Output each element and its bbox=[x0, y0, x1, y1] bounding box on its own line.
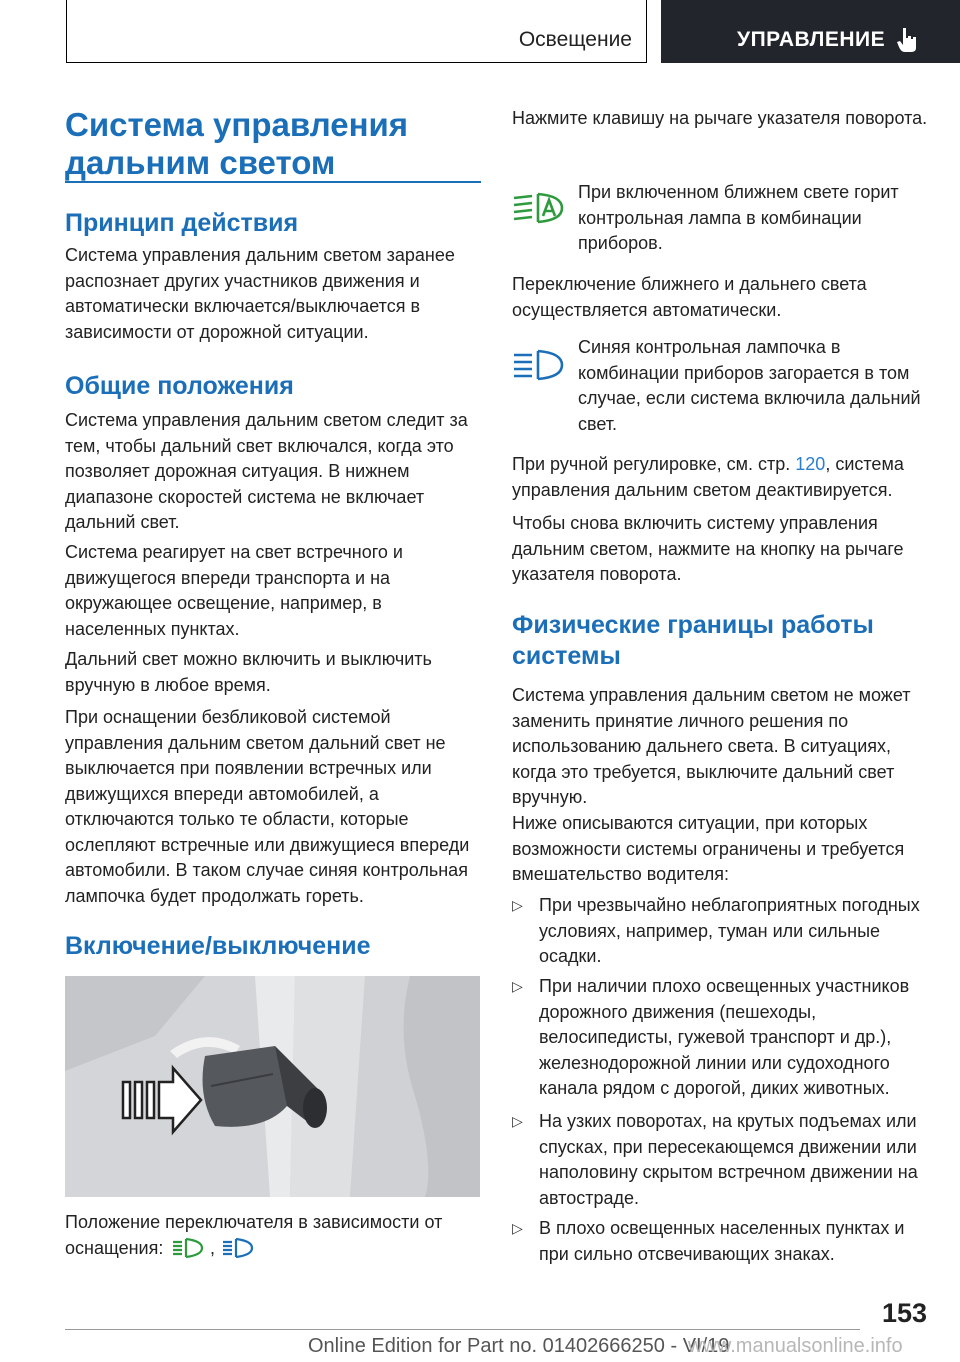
bullet-marker: ▷ bbox=[512, 978, 523, 994]
header-chapter-tab bbox=[661, 0, 960, 63]
title-divider bbox=[65, 181, 481, 183]
footer-divider bbox=[65, 1329, 860, 1330]
page-link-120[interactable]: 120 bbox=[795, 454, 826, 474]
limits-bullet-2: При наличии плохо освещенных участников дорожного движения (пешеходы, велосипедисты, гужевой транспорт и др.), железнодорожной линии или судоходного канала рядом с дорогой, диких животных. bbox=[539, 976, 910, 1098]
heading-onoff: Включение/выключение bbox=[65, 932, 371, 960]
bullet-marker: ▷ bbox=[512, 897, 523, 913]
right-text-3 bbox=[512, 452, 932, 503]
caption-separator: , bbox=[210, 1238, 216, 1258]
auto-headlight-green-icon bbox=[512, 188, 564, 228]
high-beam-blue-icon bbox=[512, 345, 564, 385]
general-text-3: Дальний свет можно включить и выключить вручную в любое время. bbox=[65, 649, 432, 695]
right-text-1: Нажмите клавишу на рычаге указателя поворота. bbox=[512, 108, 928, 128]
hand-pointer-icon bbox=[895, 26, 921, 54]
right-text-2: Переключение ближнего и дальнего света осуществляется автоматически. bbox=[512, 274, 867, 320]
right-text-4: Чтобы снова включить систему управления дальним светом, нажмите на кнопку на рычаге указателя поворота. bbox=[512, 513, 904, 584]
limits-bullet-3: На узких поворотах, на крутых подъемах или спусках, при пересекающемся движении или наполовину скрытом встречном движении на автостраде. bbox=[539, 1111, 918, 1208]
general-text-4: При оснащении безбликовой системой управления дальним светом дальний свет не выключается при появлении встречных или движущихся впереди автомобилей, а отключаются только те области, которые ослепляют встречные или движущиеся впереди автомобили. В таком случае синяя контрольная лампочка будет продолжать гореть. bbox=[65, 707, 470, 906]
limits-bullet-1: При чрезвычайно неблагоприятных погодных условиях, например, туман или сильные осадки. bbox=[539, 895, 920, 966]
manual-adjust-pre: При ручной регулировке, см. стр. bbox=[512, 454, 791, 474]
limits-bullet-4: В плохо освещенных населенных пунктах и при сильно отсвечивающих знаках. bbox=[539, 1218, 905, 1264]
watermark: www.manualsonline.info bbox=[688, 1335, 903, 1357]
heading-limits: Физические границы работы системы bbox=[512, 611, 874, 670]
bullet-marker: ▷ bbox=[512, 1113, 523, 1129]
footer-edition: Online Edition for Part no. 01402666250 - VI/19 bbox=[308, 1335, 730, 1357]
high-beam-assist-icon bbox=[222, 1236, 256, 1260]
figure-caption bbox=[65, 1210, 485, 1261]
general-text-1: Система управления дальним светом следит за тем, чтобы дальний свет включался, когда это позволяет дорожная ситуация. В нижнем диапазоне скоростей система не включает дальний свет. bbox=[65, 410, 468, 532]
principle-text: Система управления дальним светом заранее распознает других участников движения и автоматически включается/выключается в зависимости от дорожной ситуации. bbox=[65, 245, 455, 342]
figure-caption-text: Положение переключателя в зависимости от оснащения: bbox=[65, 1212, 443, 1258]
limits-text-2: Ниже описываются ситуации, при которых возможности системы ограничены и требуется вмешательство водителя: bbox=[512, 813, 905, 884]
note-low-beam: При включенном ближнем свете горит контрольная лампа в комбинации приборов. bbox=[578, 182, 899, 253]
high-beam-assist-green-icon bbox=[172, 1236, 206, 1260]
general-text-2: Система реагирует на свет встречного и движущегося впереди транспорта и на окружающее освещение, например, в населенных пунктах. bbox=[65, 542, 403, 639]
limits-text-1: Система управления дальним светом не может заменить принятие личного решения по использованию дальнего света. В ситуациях, когда это требуется, выключите дальний свет вручную. bbox=[512, 685, 911, 807]
heading-general: Общие положения bbox=[65, 372, 294, 400]
heading-principle: Принцип действия bbox=[65, 209, 299, 237]
header-section-tab bbox=[66, 0, 647, 63]
page-title: Система управления дальним светом bbox=[65, 106, 409, 181]
header-chapter-label: УПРАВЛЕНИЕ bbox=[737, 28, 886, 51]
page-number: 153 bbox=[882, 1298, 928, 1328]
manual-adjust-post: , система управления дальним светом деактивируется. bbox=[512, 454, 904, 500]
bullet-marker: ▷ bbox=[512, 1220, 523, 1236]
note-high-beam: Синяя контрольная лампочка в комбинации приборов загорается в том случае, если система включила дальний свет. bbox=[578, 337, 921, 434]
lever-illustration bbox=[65, 976, 480, 1197]
header-section-label: Освещение bbox=[518, 28, 632, 51]
